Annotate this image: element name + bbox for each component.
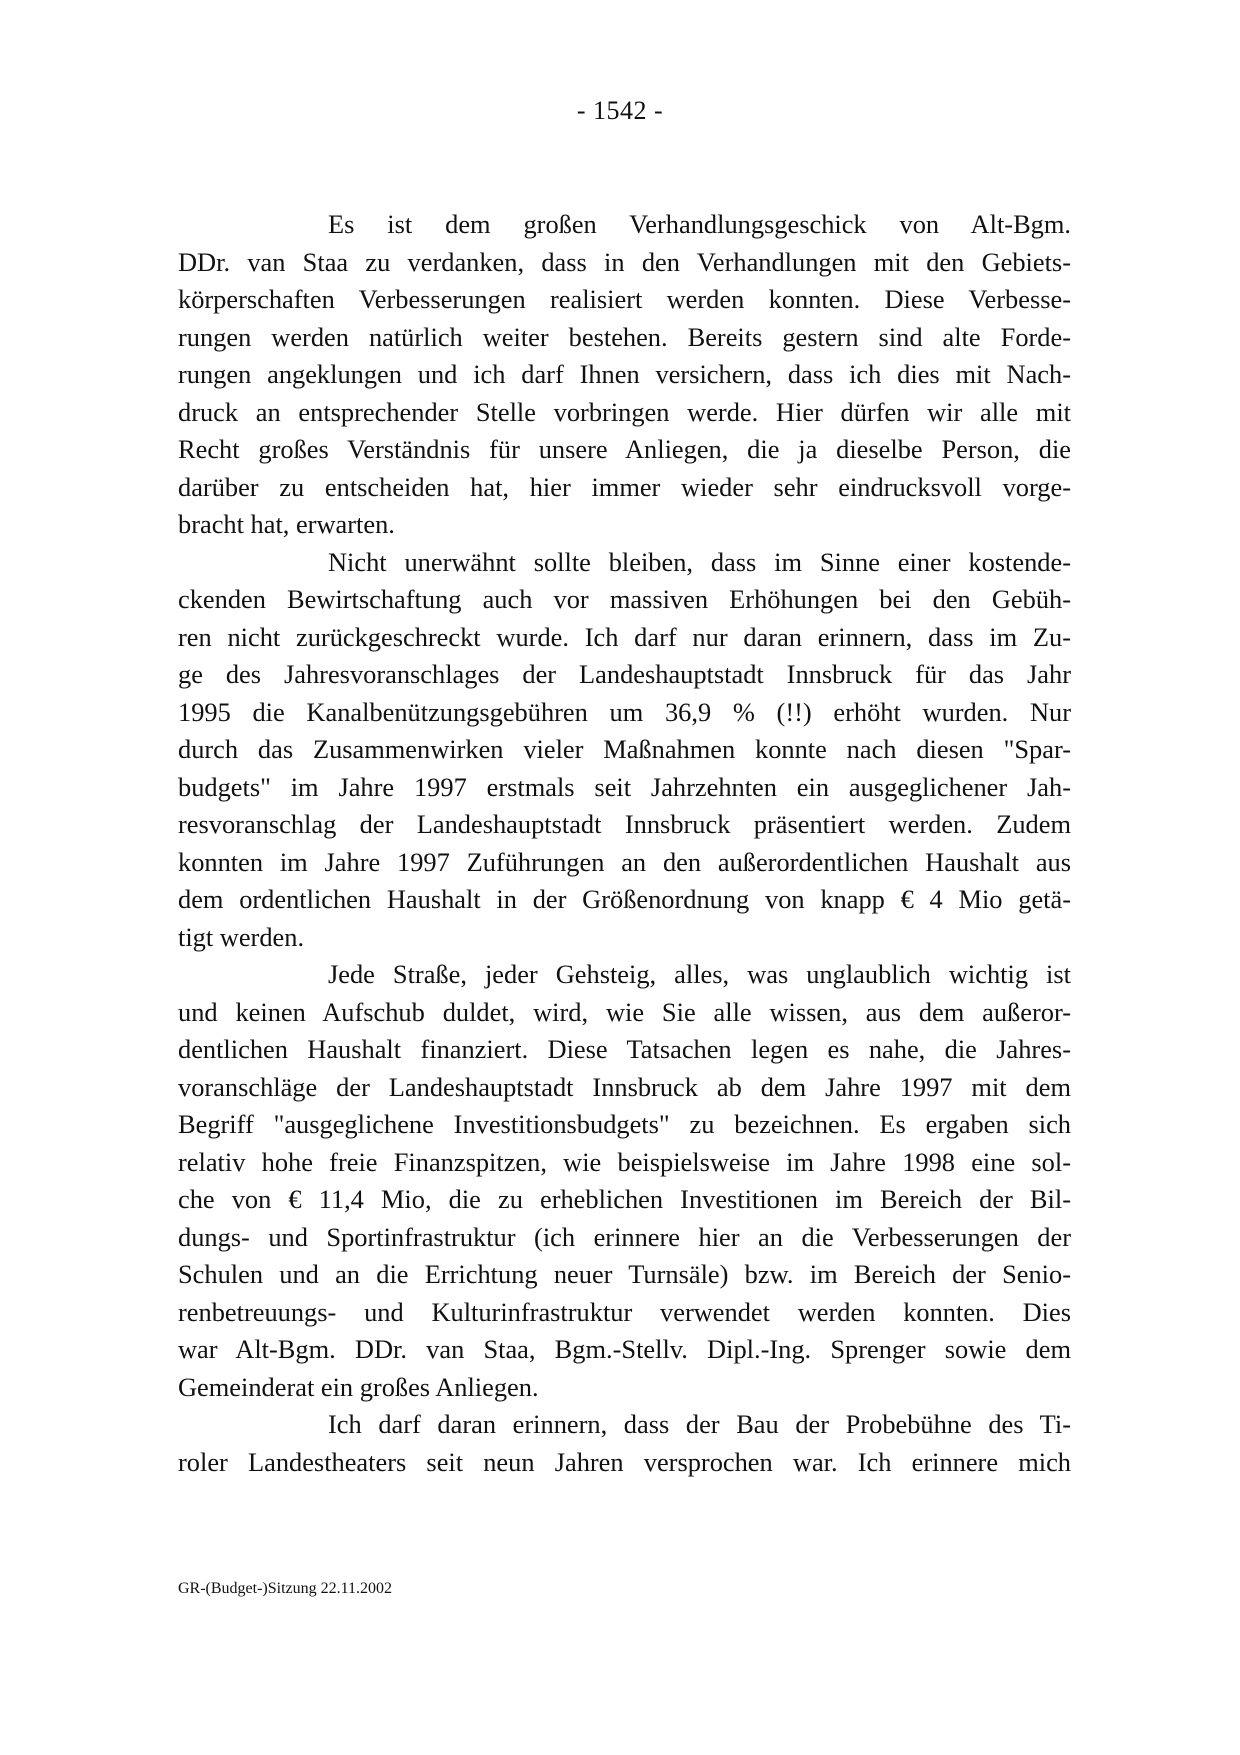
text-line: Ich darf daran erinnern, dass der Bau der Probebühne des Ti- xyxy=(328,1409,1071,1439)
text-line: voranschläge der Landeshauptstadt Innsbruck ab dem Jahre 1997 mit dem xyxy=(178,1071,1071,1102)
text-line: Jede Straße, jeder Gehsteig, alles, was unglaublich wichtig ist xyxy=(328,959,1071,989)
text-line: konnten im Jahre 1997 Zuführungen an den außerordentlichen Haushalt aus xyxy=(178,846,1071,877)
text-line: und keinen Aufschub duldet, wird, wie Sie alle wissen, aus dem außeror- xyxy=(178,996,1071,1027)
text-line: DDr. van Staa zu verdanken, dass in den Verhandlungen mit den Gebiets- xyxy=(178,246,1071,277)
text-line: tigt werden. xyxy=(178,921,305,952)
text-line: Schulen und an die Errichtung neuer Turnsäle) bzw. im Bereich der Senio- xyxy=(178,1259,1071,1289)
text-line: budgets" im Jahre 1997 erstmals seit Jahrzehnten ein ausgeglichener Jah- xyxy=(178,771,1071,802)
paragraph xyxy=(178,956,1071,1406)
text-line: darüber zu entscheiden hat, hier immer wieder sehr eindrucksvoll vorge- xyxy=(178,471,1071,502)
text-line: renbetreuungs- und Kulturinfrastruktur verwendet werden konnten. Dies xyxy=(178,1296,1071,1327)
text-line: ge des Jahresvoranschlages der Landeshauptstadt Innsbruck für das Jahr xyxy=(178,659,1071,689)
text-line: körperschaften Verbesserungen realisiert werden konnten. Diese Verbesse- xyxy=(178,284,1071,314)
page-number: - 1542 - xyxy=(576,96,664,125)
text-line: che von € 11,4 Mio, die zu erheblichen Investitionen im Bereich der Bil- xyxy=(178,1184,1071,1214)
body-text xyxy=(178,206,1071,1481)
text-line: rungen werden natürlich weiter bestehen. Bereits gestern sind alte Forde- xyxy=(178,321,1071,352)
text-line: resvoranschlag der Landeshauptstadt Innsbruck präsentiert werden. Zudem xyxy=(178,809,1071,839)
text-line: rungen angeklungen und ich darf Ihnen versichern, dass ich dies mit Nach- xyxy=(178,359,1071,389)
text-line: durch das Zusammenwirken vieler Maßnahmen konnte nach diesen "Spar- xyxy=(178,734,1071,764)
text-line: ckenden Bewirtschaftung auch vor massiven Erhöhungen bei den Gebüh- xyxy=(178,584,1071,614)
text-line: bracht hat, erwarten. xyxy=(178,509,395,539)
text-line: war Alt-Bgm. DDr. van Staa, Bgm.-Stellv. Dipl.-Ing. Sprenger sowie dem xyxy=(178,1334,1071,1364)
text-line: ren nicht zurückgeschreckt wurde. Ich darf nur daran erinnern, dass im Zu- xyxy=(178,621,1071,652)
text-line: dungs- und Sportinfrastruktur (ich erinnere hier an die Verbesserungen der xyxy=(178,1221,1071,1252)
text-line: Recht großes Verständnis für unsere Anliegen, die ja dieselbe Person, die xyxy=(178,434,1071,464)
paragraph xyxy=(178,206,1071,544)
footer: GR-(Budget-)Sitzung 22.11.2002 xyxy=(178,1580,393,1597)
text-line: relativ hohe freie Finanzspitzen, wie beispielsweise im Jahre 1998 eine sol- xyxy=(178,1146,1071,1177)
text-line: roler Landestheaters seit neun Jahren versprochen war. Ich erinnere mich xyxy=(178,1446,1071,1477)
paragraph xyxy=(178,1406,1071,1481)
text-line: Gemeinderat ein großes Anliegen. xyxy=(178,1371,539,1402)
text-line: druck an entsprechender Stelle vorbringen werde. Hier dürfen wir alle mit xyxy=(178,396,1071,427)
text-line: dentlichen Haushalt finanziert. Diese Tatsachen legen es nahe, die Jahres- xyxy=(178,1034,1071,1064)
text-line: Es ist dem großen Verhandlungsgeschick von Alt-Bgm. xyxy=(328,209,1071,239)
text-line: Nicht unerwähnt sollte bleiben, dass im Sinne einer kostende- xyxy=(328,546,1071,577)
text-line: 1995 die Kanalbenützungsgebühren um 36,9 % (!!) erhöht wurden. Nur xyxy=(178,696,1071,727)
text-line: Begriff "ausgeglichene Investitionsbudgets" zu bezeichnen. Es ergaben sich xyxy=(178,1109,1071,1139)
text-line: dem ordentlichen Haushalt in der Größenordnung von knapp € 4 Mio getä- xyxy=(178,884,1071,914)
paragraph xyxy=(178,544,1071,957)
